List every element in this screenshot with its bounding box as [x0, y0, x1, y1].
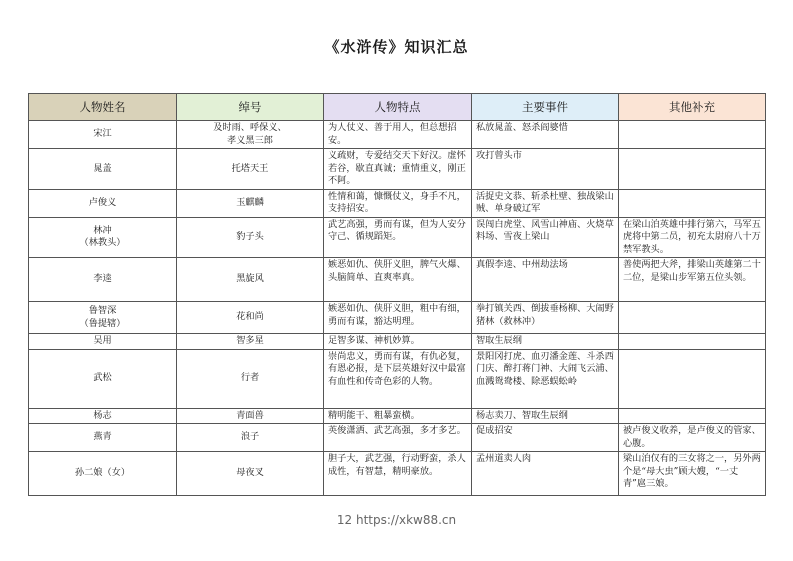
cell-traits: 武艺高强，勇而有谋，但为人安分守己、循规蹈矩。	[324, 217, 472, 258]
cell-nickname: 行者	[177, 349, 324, 408]
cell-name: 武松	[29, 349, 177, 408]
cell-other: 在梁山泊英雄中排行第六，马军五虎将中第二员，初充太尉府八十万禁军教头。	[619, 217, 766, 258]
cell-traits: 精明能干、粗暴蛮横。	[324, 408, 472, 424]
cell-traits: 崇尚忠义，勇而有谋，有仇必复，有恩必报，是下层英雄好汉中最富有血性和传奇色彩的人物。	[324, 349, 472, 408]
cell-other	[619, 189, 766, 217]
cell-nickname: 豹子头	[177, 217, 324, 258]
cell-other	[619, 302, 766, 334]
cell-name: 李逵	[29, 258, 177, 302]
cell-other	[619, 149, 766, 190]
cell-name: 吴用	[29, 334, 177, 350]
table-row	[29, 121, 766, 149]
cell-traits: 胆子大，武艺强，行动野蛮，杀人成性，有智慧，精明豪放。	[324, 452, 472, 496]
cell-other	[619, 408, 766, 424]
table-row	[29, 217, 766, 258]
cell-traits: 英俊潇洒、武艺高强，多才多艺。	[324, 424, 472, 452]
cell-events: 杨志卖刀、智取生辰纲	[472, 408, 619, 424]
cell-nickname: 黑旋风	[177, 258, 324, 302]
cell-name: 林冲 （林教头）	[29, 217, 177, 258]
cell-name: 卢俊义	[29, 189, 177, 217]
cell-events: 私放晁盖、怒杀阎婆惜	[472, 121, 619, 149]
table-header-row	[29, 94, 766, 121]
cell-nickname: 托塔天王	[177, 149, 324, 190]
cell-events: 促成招安	[472, 424, 619, 452]
cell-traits: 嫉恶如仇、侠肝义胆，粗中有细，勇而有谋，豁达明理。	[324, 302, 472, 334]
cell-other	[619, 334, 766, 350]
table-row	[29, 149, 766, 190]
cell-nickname: 花和尚	[177, 302, 324, 334]
cell-traits: 为人仗义、善于用人，但总想招安。	[324, 121, 472, 149]
header-nickname: 绰号	[177, 94, 324, 121]
cell-other	[619, 121, 766, 149]
cell-name: 宋江	[29, 121, 177, 149]
table-row	[29, 302, 766, 334]
header-name: 人物姓名	[29, 94, 177, 121]
table-row	[29, 349, 766, 408]
cell-events: 误闯白虎堂、风雪山神庙、火烧草料场、雪夜上梁山	[472, 217, 619, 258]
table-row	[29, 452, 766, 496]
cell-other: 被卢俊义收养，是卢俊义的管家、心腹。	[619, 424, 766, 452]
page-footer: 12 https://xkw88.cn	[336, 513, 457, 527]
header-other: 其他补充	[619, 94, 766, 121]
table-row	[29, 334, 766, 350]
table-row	[29, 258, 766, 302]
cell-traits: 足智多谋、神机妙算。	[324, 334, 472, 350]
table-row	[29, 189, 766, 217]
cell-events: 景阳冈打虎、血刃潘金莲、斗杀西门庆、醉打蒋门神、大闹飞云浦、血溅鸳鸯楼、除恶蜈蚣岭	[472, 349, 619, 408]
cell-name: 鲁智深 （鲁提辖）	[29, 302, 177, 334]
cell-other: 善使两把大斧，排梁山英雄第二十二位，是梁山步军第五位头领。	[619, 258, 766, 302]
cell-nickname: 浪子	[177, 424, 324, 452]
cell-traits: 嫉恶如仇、侠肝义胆，脾气火爆、头脑简单、直爽率真。	[324, 258, 472, 302]
cell-traits: 义疏财，专爱结交天下好汉。虚怀若谷，歇直真诚；重情重义，刚正不阿。	[324, 149, 472, 190]
table-row	[29, 408, 766, 424]
cell-events: 智取生辰纲	[472, 334, 619, 350]
cell-nickname: 玉麒麟	[177, 189, 324, 217]
cell-events: 孟州道卖人肉	[472, 452, 619, 496]
cell-nickname: 及时雨、呼保义、 孝义黑三郎	[177, 121, 324, 149]
cell-name: 杨志	[29, 408, 177, 424]
header-traits: 人物特点	[324, 94, 472, 121]
cell-events: 攻打曾头市	[472, 149, 619, 190]
cell-nickname: 青面兽	[177, 408, 324, 424]
cell-name: 燕青	[29, 424, 177, 452]
cell-events: 真假李逵、中州劫法场	[472, 258, 619, 302]
cell-name: 晁盖	[29, 149, 177, 190]
cell-events: 拳打镇关西、倒拔垂杨柳、大闹野猪林（救林冲）	[472, 302, 619, 334]
cell-name: 孙二娘（女）	[29, 452, 177, 496]
table-row	[29, 424, 766, 452]
cell-nickname: 母夜叉	[177, 452, 324, 496]
knowledge-table	[28, 93, 766, 496]
header-events: 主要事件	[472, 94, 619, 121]
cell-events: 活捉史文恭、斩杀杜壁、独战梁山贼、单身破辽军	[472, 189, 619, 217]
cell-nickname: 智多星	[177, 334, 324, 350]
cell-traits: 性情和蔼，慷慨仗义，身手不凡，支持招安。	[324, 189, 472, 217]
page-title: 《水浒传》知识汇总	[324, 38, 469, 56]
cell-other: 梁山泊仅有的三女将之一，另外两个是“母大虫”顾大嫂，“一丈青”扈三娘。	[619, 452, 766, 496]
cell-other	[619, 349, 766, 408]
